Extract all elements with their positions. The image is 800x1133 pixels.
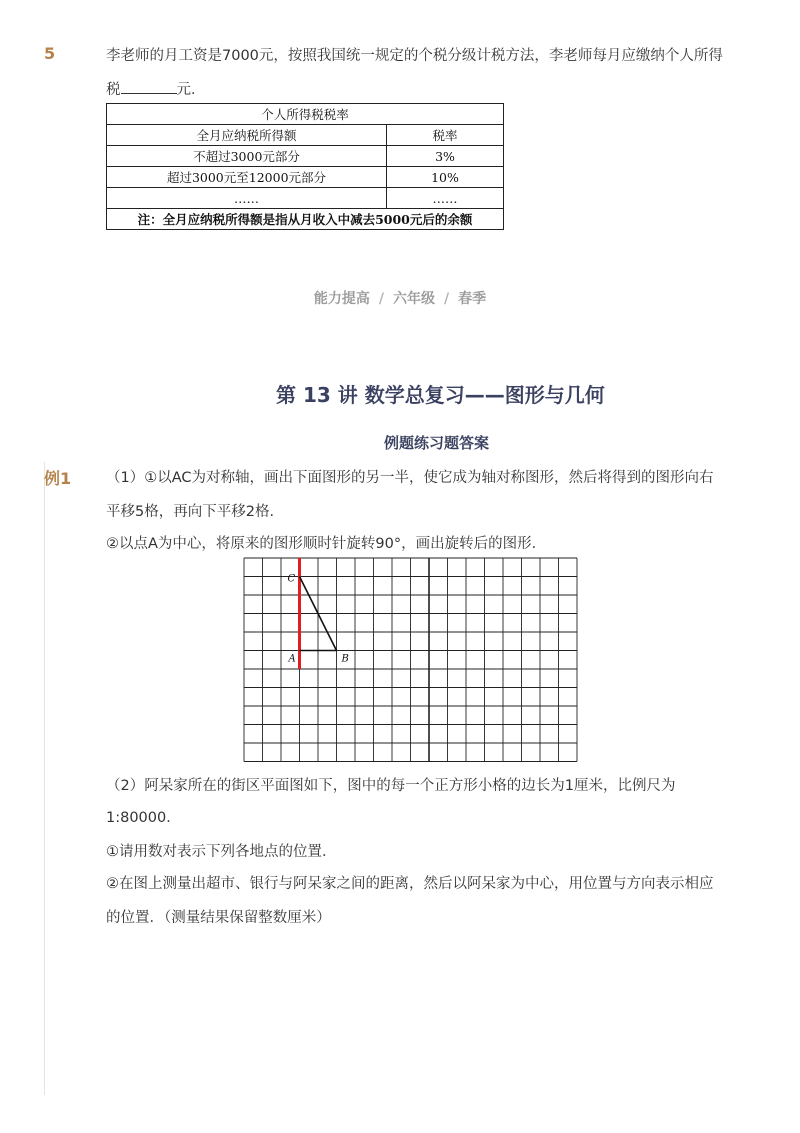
answer-blank[interactable] <box>121 79 177 94</box>
example-text-line: ②在图上测量出超市、银行与阿呆家之间的距离，然后以阿呆家为中心，用位置与方向表示相应 <box>106 876 714 892</box>
table-cell: 10% <box>387 167 504 188</box>
footer-part1: 能力提高 <box>313 291 370 307</box>
example-text-line: （2）阿呆家所在的街区平面图如下，图中的每一个正方形小格的边长为1厘米，比例尺为 <box>106 778 676 794</box>
table-cell: 不超过3000元部分 <box>107 146 387 167</box>
table-header-income: 全月应纳税所得额 <box>107 125 387 146</box>
example-label: 例1 <box>44 469 72 488</box>
example-text-line: ②以点A为中心，将原来的图形顺时针旋转90°，画出旋转后的图形． <box>106 536 547 552</box>
example-text-line: 1:80000． <box>106 810 181 826</box>
tax-rate-table <box>106 103 504 230</box>
question-text-prefix: 税 <box>106 82 121 98</box>
table-row <box>107 167 504 188</box>
table-note: 注：全月应纳税所得额是指从月收入中减去5000元后的余额 <box>107 209 504 230</box>
lecture-title: 第 13 讲 数学总复习——图形与几何 <box>276 383 605 407</box>
table-title: 个人所得税税率 <box>107 104 504 125</box>
example-text-line: ①请用数对表示下列各地点的位置． <box>106 844 337 860</box>
footer-separator: / <box>378 291 384 307</box>
example-text-line: 的位置．（测量结果保留整数厘米） <box>106 910 331 926</box>
table-cell: 3% <box>387 146 504 167</box>
section-title: 例题练习题答案 <box>384 434 490 452</box>
example-text-line: 平移5格，再向下平移2格． <box>106 504 284 520</box>
table-cell: 超过3000元至12000元部分 <box>107 167 387 188</box>
point-label-a: A <box>288 653 296 665</box>
page-footer <box>0 288 800 308</box>
margin-rule <box>44 462 45 1095</box>
example-text-line: （1）①以AC为对称轴，画出下面图形的另一半，使它成为轴对称图形，然后将得到的图形向右 <box>106 470 714 486</box>
point-label-b: B <box>341 653 349 665</box>
table-row <box>107 146 504 167</box>
point-label-c: C <box>287 573 296 585</box>
question-number: 5 <box>44 44 56 63</box>
footer-part2: 六年级 <box>393 291 435 307</box>
geometry-grid <box>240 556 580 768</box>
footer-part3: 春季 <box>458 291 487 307</box>
question-text-line2 <box>106 78 206 99</box>
footer-separator: / <box>444 291 450 307</box>
table-header-rate: 税率 <box>387 125 504 146</box>
table-cell: …… <box>387 188 504 209</box>
question-text-suffix: 元． <box>176 82 206 98</box>
table-row <box>107 188 504 209</box>
question-text-line1: 李老师的月工资是7000元，按照我国统一规定的个税分级计税方法，李老师每月应缴纳个人所得 <box>106 48 723 64</box>
table-cell: …… <box>107 188 387 209</box>
